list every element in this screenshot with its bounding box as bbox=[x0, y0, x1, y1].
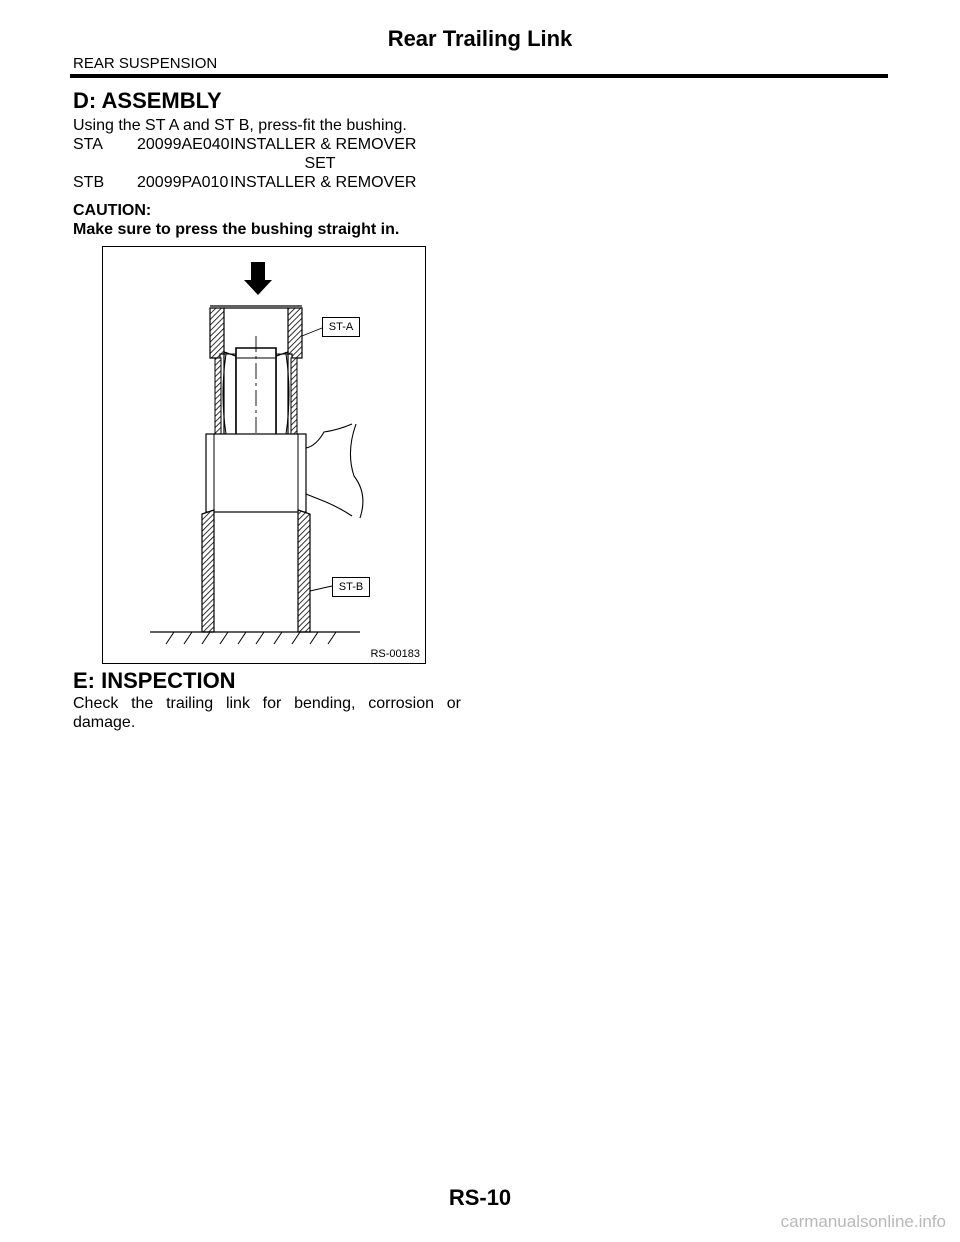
assembly-heading: D: ASSEMBLY bbox=[73, 88, 222, 113]
header-rule bbox=[70, 74, 888, 78]
figure-id: RS-00183 bbox=[370, 648, 420, 660]
tool-name: INSTALLER & REMOVER bbox=[230, 174, 417, 191]
ground-line bbox=[150, 632, 360, 644]
tool-part-number: 20099PA010 bbox=[137, 174, 229, 191]
page-title: Rear Trailing Link bbox=[387, 26, 573, 51]
page-number: RS-10 bbox=[448, 1185, 512, 1210]
caution-label: CAUTION: bbox=[73, 202, 152, 219]
tool-code: STA bbox=[73, 136, 103, 153]
tool-row-stb bbox=[73, 173, 463, 192]
leader-line-st-a bbox=[302, 328, 322, 336]
press-arrow-icon bbox=[244, 262, 272, 295]
bushing-press-figure bbox=[102, 246, 426, 664]
inspection-heading: E: INSPECTION bbox=[73, 668, 236, 693]
tool-part-number: 20099AE040 bbox=[137, 136, 230, 153]
tool-name: INSTALLER & REMOVER bbox=[230, 136, 417, 153]
figure-drawing bbox=[102, 246, 426, 664]
tool-code: STB bbox=[73, 174, 105, 191]
caution-text: Make sure to press the bushing straight in. bbox=[73, 221, 400, 238]
tool-name-cont: SET bbox=[304, 155, 336, 172]
assembly-intro: Using the ST A and ST B, press-fit the bushing. bbox=[73, 117, 407, 134]
label-st-b: ST-B bbox=[332, 577, 370, 597]
label-st-a: ST-A bbox=[322, 317, 360, 337]
watermark: carmanualsonline.info bbox=[780, 1212, 946, 1231]
inspection-text: Check the trailing link for bending, corrosion or damage. bbox=[73, 695, 461, 731]
st-b-tool bbox=[202, 510, 310, 632]
trailing-link bbox=[206, 424, 363, 518]
section-name: REAR SUSPENSION bbox=[73, 55, 218, 72]
tool-row-sta bbox=[73, 135, 463, 173]
leader-line-st-b bbox=[310, 586, 332, 591]
